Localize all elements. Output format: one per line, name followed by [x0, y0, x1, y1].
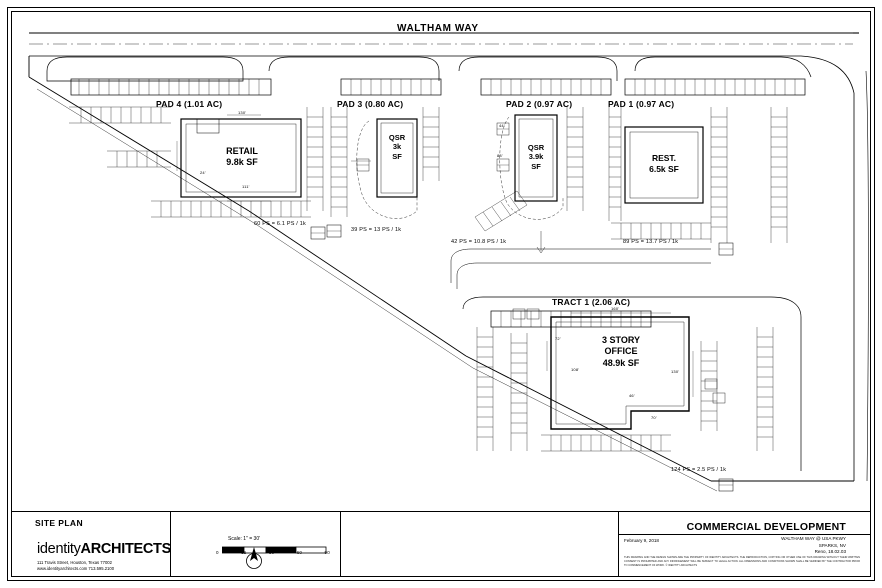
parking-note-pad2: 42 PS = 10.8 PS / 1k	[451, 239, 507, 245]
dimension-retail-bottom: 111'	[242, 184, 250, 189]
pad-label-pad3: PAD 3 (0.80 AC)	[337, 99, 404, 109]
legal-disclaimer: THIS DRAWING AND THE DESIGN SHOWN ARE THE PROPERTY OF IDENTITY ARCHITECTS. THE REPRODUCTION, COPYING OR OTHER USE OF THIS DRAWING WITHOUT THEIR WRITTEN CONSENT IS PROHIBITED AND ANY INFRINGEMENT WILL BE SUBJECT TO LEGAL ACTION. ALL DIMENSIONS AND CONDITIONS SHOWN SHALL BE VERIFIED BY THE CONTRACTOR PRIOR TO COMMENCEMENT OF WORK. © IDENTITY ARCHITECTS	[624, 556, 860, 567]
parking-note-pad3: 39 PS = 13 PS / 1k	[351, 227, 402, 233]
scale-tick-90: 90	[324, 550, 330, 555]
building-unit-qsr-39k: SF	[531, 161, 541, 171]
building-label-qsr-39k	[517, 143, 555, 171]
building-name-office-line1: 3 STORY	[601, 335, 640, 345]
dimension-qsr2-top: 44'	[499, 123, 505, 128]
pad-label-pad2: PAD 2 (0.97 AC)	[506, 99, 573, 109]
parking-note-pad1: 89 PS = 13.7 PS / 1k	[623, 239, 679, 245]
dimension-office-top: 160'	[611, 306, 620, 311]
firm-logo-identity: identity	[37, 541, 81, 557]
project-address-line3: Reno, 18.02.03	[814, 549, 846, 555]
building-label-retail	[199, 146, 285, 169]
pad-label-pad1: PAD 1 (0.97 AC)	[608, 99, 675, 109]
building-name-qsr-3k: QSR	[388, 133, 406, 142]
building-name-retail: RETAIL	[226, 146, 258, 156]
dimension-qsr2-left: 88'	[497, 153, 503, 158]
dimension-retail-top: 130'	[238, 110, 247, 115]
site-plan-linework	[11, 11, 871, 511]
building-area-retail: 9.8k SF	[226, 157, 258, 168]
project-address	[781, 536, 846, 556]
street-label-waltham-way: WALTHAM WAY	[397, 23, 479, 34]
building-area-qsr-39k: 3.9k	[528, 152, 544, 162]
building-area-qsr-3k: 3k	[392, 142, 402, 152]
dimension-retail-left: 24'	[200, 170, 206, 175]
building-unit-qsr-3k: SF	[392, 151, 402, 161]
pad-label-tract1: TRACT 1 (2.06 AC)	[552, 297, 631, 307]
project-address-line2: SPARKS, NV	[818, 542, 846, 548]
building-name-office-line2: OFFICE	[604, 346, 638, 357]
dimension-office-lower-left: 46'	[629, 393, 635, 398]
pad-label-pad4: PAD 4 (1.01 AC)	[156, 99, 223, 109]
scale-tick-30: 30	[268, 550, 275, 555]
scale-label: Scale: 1" = 30'	[228, 536, 261, 542]
scale-tick-0: 0	[216, 550, 219, 555]
building-label-office	[571, 335, 671, 369]
building-area-office: 48.9k SF	[602, 357, 640, 368]
title-block-divider-2	[340, 511, 341, 577]
firm-contact	[37, 560, 114, 573]
project-title: COMMERCIAL DEVELOPMENT	[686, 521, 846, 533]
north-arrow-icon	[243, 545, 265, 571]
building-label-rest	[633, 153, 695, 174]
building-area-rest: 6.5k SF	[649, 163, 679, 174]
firm-logo	[37, 541, 171, 557]
title-block-divider-3	[618, 511, 619, 577]
scale-tick-labels	[216, 550, 330, 555]
dimension-office-right: 130'	[671, 369, 680, 374]
sheet-title: SITE PLAN	[35, 518, 83, 528]
parking-note-tract1: 124 PS = 2.5 PS / 1k	[671, 467, 727, 473]
scale-tick-60: 60	[296, 550, 303, 555]
firm-address: 111 Travis Street, Houston, Texas 77002	[37, 560, 112, 565]
dimension-office-mid: 108'	[571, 367, 580, 372]
issue-date: February 9, 2018	[624, 538, 659, 543]
building-label-qsr-3k	[379, 133, 415, 161]
firm-web[interactable]: www.identityarchitects.com 713.595.2100	[37, 566, 115, 572]
building-name-qsr-39k: QSR	[527, 143, 545, 152]
building-name-rest: REST.	[651, 153, 677, 163]
scale-tick-15: 15	[241, 550, 247, 555]
dimension-office-left: 72'	[555, 336, 561, 341]
dimension-office-bottom: 70'	[651, 415, 657, 420]
plan-drawing-area	[11, 11, 871, 511]
firm-logo-architects: ARCHITECTS	[80, 541, 171, 557]
project-address-line1: WALTHAM WAY @ USA PKWY	[781, 536, 846, 541]
title-block-divider-4	[618, 534, 871, 535]
parking-note-pad4: 60 PS = 6.1 PS / 1k	[254, 221, 306, 227]
